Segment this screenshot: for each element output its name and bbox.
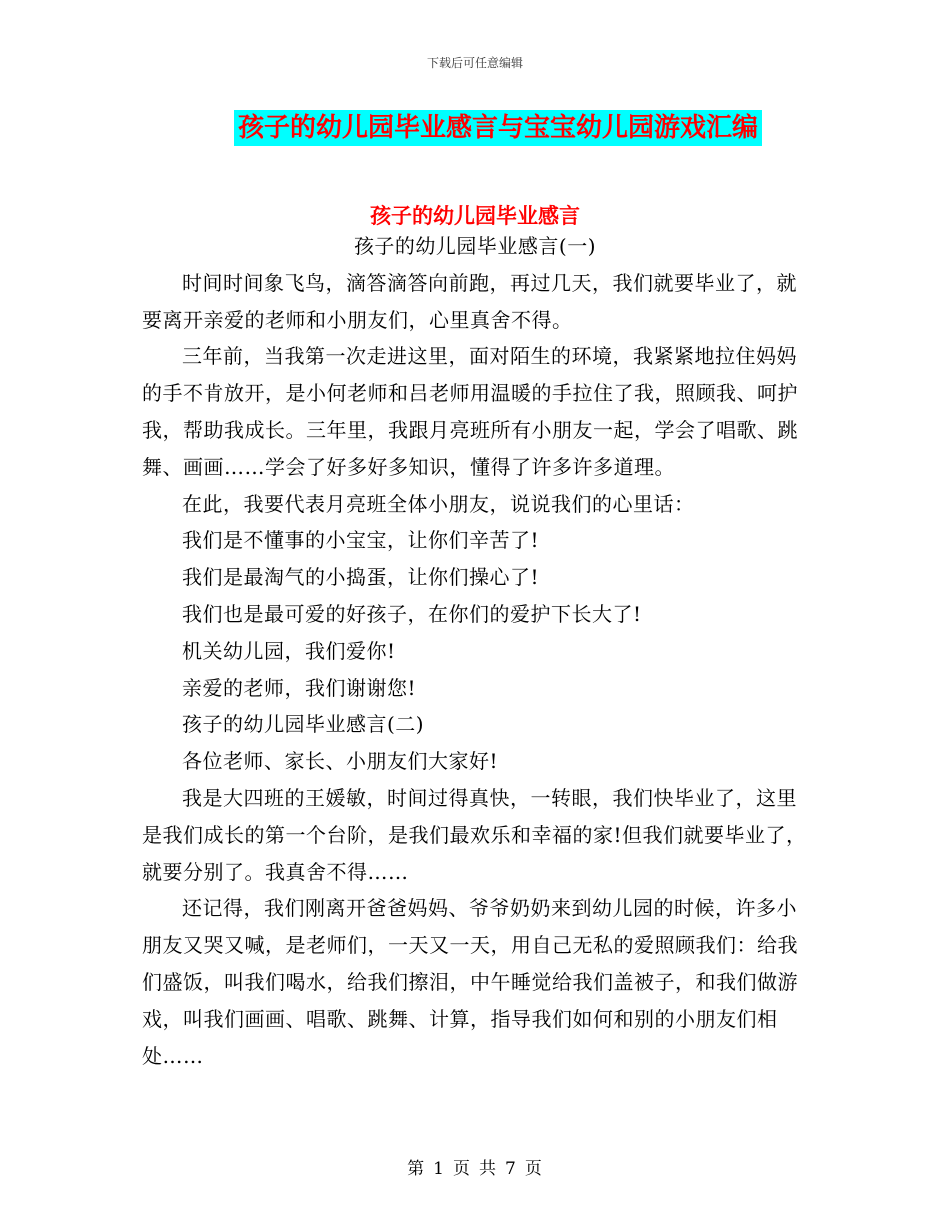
paragraph: 我是大四班的王媛敏，时间过得真快，一转眼，我们快毕业了，这里是我们成长的第一个台阶，是我们最欢乐和幸福的家!但我们就要毕业了，就要分别了。我真舍不得…… (142, 785, 807, 884)
page-header-note: 下载后可任意编辑 (426, 56, 523, 70)
paragraph: 机关幼儿园，我们爱你! (182, 638, 396, 663)
paragraph: 亲爱的老师，我们谢谢您! (182, 675, 417, 700)
paragraph: 在此，我要代表月亮班全体小朋友，说说我们的心里话： (182, 491, 695, 516)
page-footer (0, 1154, 950, 1179)
subheading-one: 孩子的幼儿园毕业感言(一) (353, 234, 597, 258)
document-title: 孩子的幼儿园毕业感言与宝宝幼儿园游戏汇编 (234, 110, 762, 146)
paragraph: 我们是最淘气的小捣蛋，让你们操心了! (182, 565, 540, 590)
paragraph: 我们是不懂事的小宝宝，让你们辛苦了! (182, 528, 540, 553)
footer-page-number: 1 (433, 1159, 445, 1179)
paragraph: 三年前，当我第一次走进这里，面对陌生的环境，我紧紧地拉住妈妈的手不肯放开，是小何老师和吕老师用温暖的手拉住了我，照顾我、呵护我，帮助我成长。三年里，我跟月亮班所有小朋友一起，学会了唱歌、跳舞、画画……学会了好多好多知识，懂得了许多许多道理。 (142, 344, 798, 479)
footer-prefix: 第 (407, 1159, 426, 1179)
footer-mid: 页 (453, 1159, 471, 1179)
document-body (142, 228, 808, 1074)
footer-total-pages: 7 (505, 1159, 517, 1179)
paragraph: 还记得，我们刚离开爸爸妈妈、爷爷奶奶来到幼儿园的时候，许多小朋友又哭又喊，是老师们，一天又一天，用自己无私的爱照顾我们：给我们盛饭，叫我们喝水，给我们擦泪，中午睡觉给我们盖被子，和我们做游戏，叫我们画画、唱歌、跳舞、计算，指导我们如何和别的小朋友们相处…… (142, 896, 798, 1068)
footer-suffix: 页 (524, 1159, 543, 1179)
paragraph: 时间时间象飞鸟，滴答滴答向前跑，再过几天，我们就要毕业了，就要离开亲爱的老师和小朋友们，心里真舍不得。 (142, 270, 797, 332)
paragraph: 各位老师、家长、小朋友们大家好! (182, 749, 499, 774)
paragraph: 我们也是最可爱的好孩子，在你们的爱护下长大了! (182, 601, 642, 626)
section-heading: 孩子的幼儿园毕业感言 (370, 204, 580, 228)
footer-total-prefix: 共 (479, 1159, 497, 1179)
main-title-container (0, 110, 950, 146)
subheading-two: 孩子的幼儿园毕业感言(二) (182, 712, 425, 737)
